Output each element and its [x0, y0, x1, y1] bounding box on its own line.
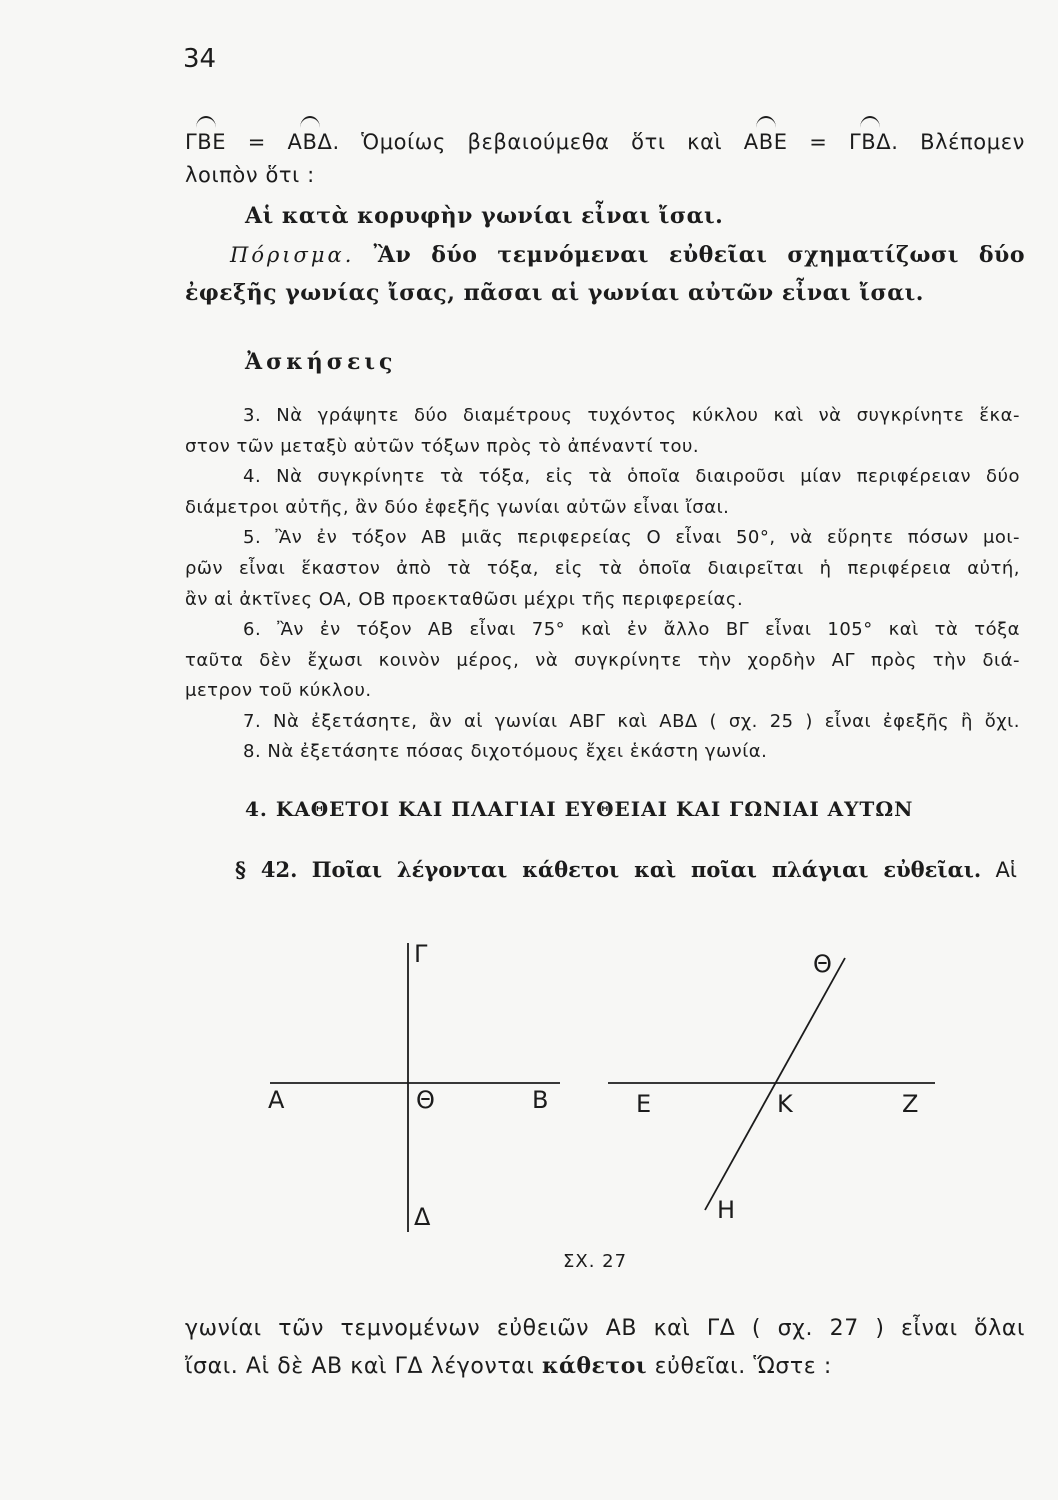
angle-abd: ABΔ	[287, 130, 333, 154]
label-z: Z	[902, 1090, 919, 1118]
text-line-2: λοιπὸν ὅτι :	[185, 163, 315, 187]
exercise-line: διάμετροι αὐτῆς, ἂν δύο ἐφεξῆς γωνίαι αὐτῶν εἶναι ἴσαι.	[185, 497, 730, 518]
label-h: H	[717, 1196, 736, 1224]
porisma-text-1: Ἂν δύο τεμνόμεναι εὐθεῖαι σχηματίζωσι δύο	[373, 242, 1025, 268]
label-e: E	[636, 1090, 652, 1118]
label-k: K	[777, 1090, 793, 1118]
exercise-line: στον τῶν μεταξὺ αὐτῶν τόξων πρὸς τὸ ἀπέναντί του.	[185, 436, 700, 457]
closing-line-2	[185, 1353, 1025, 1379]
exercise-line: ρῶν εἶναι ἕκαστον ἀπὸ τὰ τόξα, εἰς τὰ ὁποῖα διαιρεῖται ἡ περιφέρεια αὐτή,	[185, 558, 1020, 579]
closing-line-2-end: εὐθεῖαι. Ὥστε :	[647, 1354, 832, 1379]
exercise-line: μετρον τοῦ κύκλου.	[185, 680, 372, 701]
label-gamma: Γ	[414, 940, 428, 968]
label-theta-top: Θ	[813, 950, 832, 978]
text-line-1-end: . Βλέπομεν	[891, 130, 1025, 154]
equals-sign: =	[226, 130, 288, 154]
theorem-statement: Αἱ κατὰ κορυφὴν γωνίαι εἶναι ἴσαι.	[245, 203, 724, 229]
figure-caption: ΣΧ. 27	[563, 1251, 628, 1272]
line-thetah	[705, 958, 845, 1210]
section-para-end: Αἱ	[995, 858, 1017, 882]
text-line-1-mid: . Ὁμοίως βεβαιούμεθα ὅτι καὶ	[332, 130, 744, 154]
label-a: A	[268, 1086, 285, 1114]
angle-gbd: ΓBΔ	[848, 130, 892, 154]
angle-gbe: ΓBE	[185, 130, 227, 154]
section-mark: § 42.	[235, 857, 298, 882]
section-title: 4. ΚΑΘΕΤΟΙ ΚΑΙ ΠΛΑΓΙΑΙ ΕΥΘΕΙΑΙ ΚΑΙ ΓΩΝΙΑΙ ΑΥΤΩΝ	[245, 797, 914, 821]
porisma-line-2: ἐφεξῆς γωνίας ἴσας, πᾶσαι αἱ γωνίαι αὐτῶν εἶναι ἴσαι.	[185, 280, 924, 306]
porisma-label: Πόρισμα.	[230, 243, 355, 267]
section-question: Ποῖαι λέγονται κάθετοι καὶ ποῖαι πλάγιαι εὐθεῖαι.	[311, 857, 982, 882]
exercises-heading-text: Ἀσκήσεις	[245, 349, 397, 375]
angle-abe: ABE	[743, 130, 788, 154]
closing-line-1: γωνίαι τῶν τεμνομένων εὐθειῶν AB καὶ ΓΔ ( σχ. 27 ) εἶναι ὅλαι	[185, 1316, 1025, 1341]
page-number: 34	[183, 44, 217, 74]
label-delta: Δ	[414, 1203, 431, 1231]
closing-bold-term: κάθετοι	[541, 1353, 648, 1379]
exercise-line: 6. Ἂν ἐν τόξον AB εἶναι 75° καὶ ἐν ἄλλο BΓ εἶναι 105° καὶ τὰ τόξα	[243, 619, 1020, 640]
exercise-line: 4. Νὰ συγκρίνητε τὰ τόξα, εἰς τὰ ὁποῖα διαιροῦσι μίαν περιφέρειαν δύο	[243, 466, 1020, 487]
exercise-line: ἂν αἱ ἀκτῖνες OA, OB προεκταθῶσι μέχρι τῆς περιφερείας.	[185, 589, 744, 610]
exercise-line: 3. Νὰ γράψητε δύο διαμέτρους τυχόντος κύκλου καὶ νὰ συγκρίνητε ἕκα-	[243, 405, 1020, 426]
label-theta-center: Θ	[416, 1086, 435, 1114]
exercise-line: ταῦτα δὲν ἔχωσι κοινὸν μέρος, νὰ συγκρίνητε τὴν χορδὴν AΓ πρὸς τὴν διά-	[185, 650, 1020, 671]
label-b: B	[532, 1086, 549, 1114]
closing-line-2-start: ἴσαι. Αἱ δὲ AB καὶ ΓΔ λέγονται	[185, 1354, 542, 1379]
exercise-line: 8. Νὰ ἐξετάσητε πόσας διχοτόμους ἔχει ἑκάστη γωνία.	[243, 741, 768, 762]
equals-sign-2: =	[787, 130, 849, 154]
exercise-line: 7. Νὰ ἐξετάσητε, ἂν αἱ γωνίαι ABΓ καὶ ABΔ ( σχ. 25 ) εἶναι ἐφεξῆς ἢ ὄχι.	[243, 711, 1020, 732]
exercise-line: 5. Ἂν ἐν τόξον AB μιᾶς περιφερείας O εἶναι 50°, νὰ εὕρητε πόσων μοι-	[243, 527, 1020, 548]
